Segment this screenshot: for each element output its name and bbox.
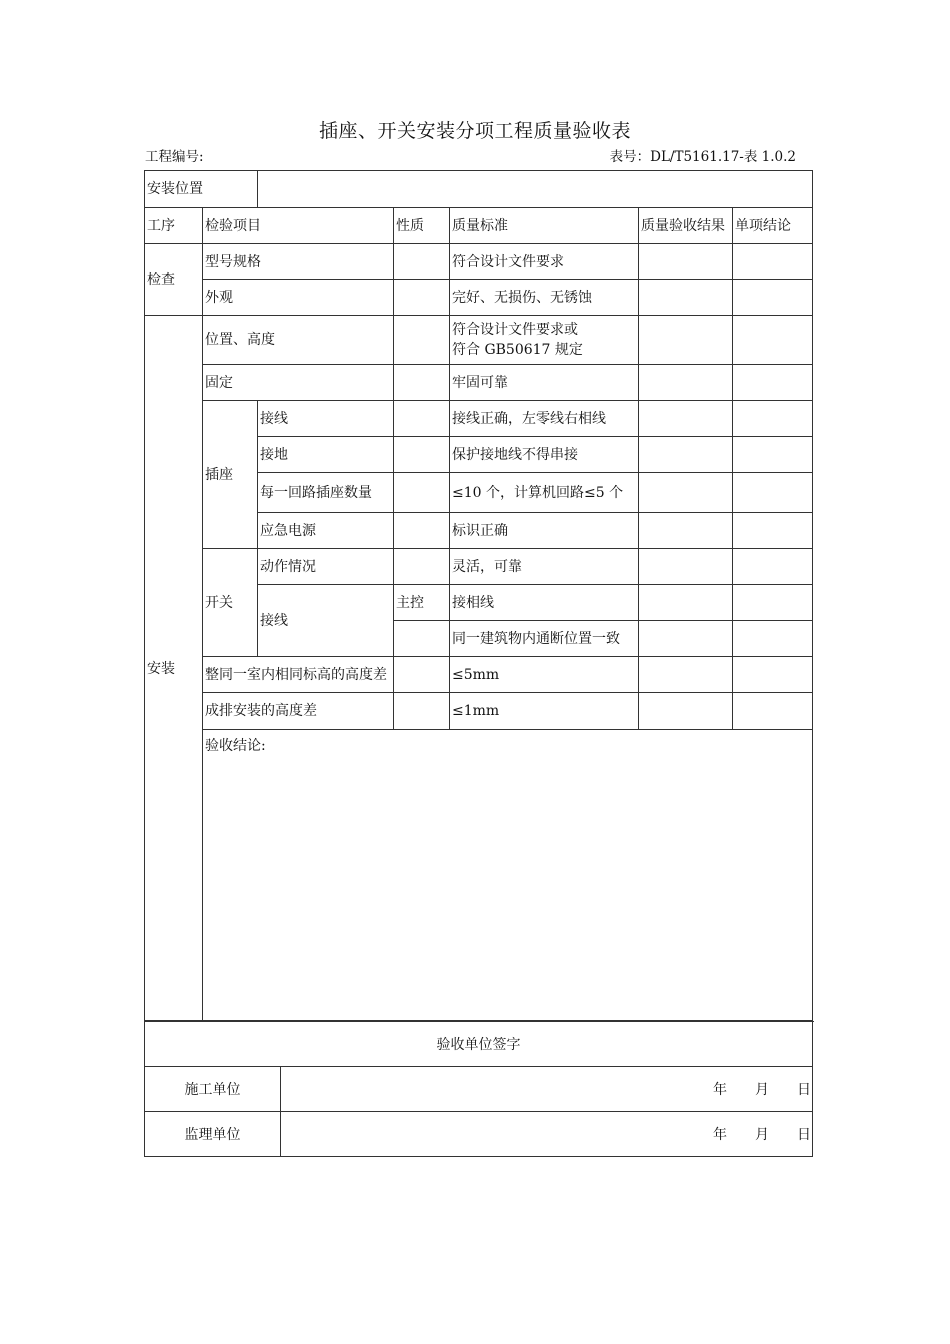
table-row (145, 657, 813, 693)
acceptance-conclusion[interactable] (203, 730, 813, 1022)
standard-cell: ≤10 个，计算机回路≤5 个 (450, 473, 639, 513)
conclusion-cell[interactable] (733, 693, 813, 730)
item-position: 位置、高度 (203, 316, 394, 365)
nature-cell[interactable] (394, 244, 450, 280)
result-cell[interactable] (639, 244, 733, 280)
col-process: 工序 (145, 208, 203, 244)
table-row (145, 316, 813, 365)
conclusion-cell[interactable] (733, 280, 813, 316)
standard-cell: 灵活，可靠 (450, 549, 639, 585)
item-model: 型号规格 (203, 244, 394, 280)
col-conclusion: 单项结论 (733, 208, 813, 244)
standard-cell: ≤1mm (450, 693, 639, 730)
nature-cell[interactable] (394, 657, 450, 693)
standard-cell: 同一建筑物内通断位置一致 (450, 621, 639, 657)
result-cell[interactable] (639, 657, 733, 693)
result-cell[interactable] (639, 585, 733, 621)
supervision-unit-signature[interactable] (281, 1112, 813, 1157)
conclusion-cell[interactable] (733, 585, 813, 621)
group-switch: 开关 (203, 549, 258, 657)
page-title: 插座、开关安装分项工程质量验收表 (318, 120, 631, 142)
month-label: 月 (755, 1127, 769, 1143)
table-row (145, 693, 813, 730)
nature-cell[interactable] (394, 513, 450, 549)
result-cell[interactable] (639, 316, 733, 365)
conclusion-cell[interactable] (733, 401, 813, 437)
nature-cell[interactable] (394, 621, 450, 657)
process-check: 检查 (145, 244, 203, 316)
signature-title: 验收单位签字 (145, 1021, 813, 1067)
item-socket-wiring: 接线 (258, 401, 394, 437)
conclusion-cell[interactable] (733, 549, 813, 585)
conclusion-cell[interactable] (733, 473, 813, 513)
nature-cell[interactable] (394, 280, 450, 316)
supervision-unit-label: 监理单位 (145, 1112, 281, 1157)
item-switch-wiring: 接线 (258, 585, 394, 657)
item-socket-ground: 接地 (258, 437, 394, 473)
nature-cell[interactable] (394, 365, 450, 401)
inspection-table (144, 170, 813, 1022)
result-cell[interactable] (639, 693, 733, 730)
day-label: 日 (797, 1127, 811, 1143)
item-switch-action: 动作情况 (258, 549, 394, 585)
year-label: 年 (713, 1127, 727, 1143)
col-nature: 性质 (394, 208, 450, 244)
result-cell[interactable] (639, 401, 733, 437)
standard-cell: 完好、无损伤、无锈蚀 (450, 280, 639, 316)
nature-main-control: 主控 (394, 585, 450, 621)
construction-unit-signature[interactable] (281, 1067, 813, 1112)
item-socket-emergency: 应急电源 (258, 513, 394, 549)
result-cell[interactable] (639, 365, 733, 401)
standard-cell: 接相线 (450, 585, 639, 621)
signature-table (144, 1020, 813, 1157)
year-label: 年 (713, 1082, 727, 1098)
conclusion-cell[interactable] (733, 437, 813, 473)
nature-cell[interactable] (394, 316, 450, 365)
result-cell[interactable] (639, 549, 733, 585)
process-install: 安装 (145, 316, 203, 1022)
date-line (685, 1079, 811, 1099)
conclusion-cell[interactable] (733, 365, 813, 401)
item-fixing: 固定 (203, 365, 394, 401)
group-socket: 插座 (203, 401, 258, 549)
table-row (145, 280, 813, 316)
result-cell[interactable] (639, 473, 733, 513)
conclusion-cell[interactable] (733, 621, 813, 657)
result-cell[interactable] (639, 513, 733, 549)
nature-cell[interactable] (394, 401, 450, 437)
standard-cell: 接线正确，左零线右相线 (450, 401, 639, 437)
col-standard: 质量标准 (450, 208, 639, 244)
item-same-room-height: 整同一室内相同标高的高度差 (203, 657, 394, 693)
form-number-label: 表号：DL/T5161.17-表 1.0.2 (609, 149, 796, 165)
nature-cell[interactable] (394, 693, 450, 730)
nature-cell[interactable] (394, 437, 450, 473)
install-location-label: 安装位置 (145, 171, 258, 208)
day-label: 日 (797, 1082, 811, 1098)
item-socket-count: 每一回路插座数量 (258, 473, 394, 513)
standard-line: 符合 GB50617 规定 (452, 342, 583, 358)
col-result: 质量验收结果 (639, 208, 733, 244)
conclusion-cell[interactable] (733, 244, 813, 280)
install-location-field[interactable] (258, 171, 813, 208)
table-row (145, 549, 813, 585)
conclusion-cell[interactable] (733, 657, 813, 693)
conclusion-cell[interactable] (733, 316, 813, 365)
item-appearance: 外观 (203, 280, 394, 316)
month-label: 月 (755, 1082, 769, 1098)
result-cell[interactable] (639, 621, 733, 657)
result-cell[interactable] (639, 280, 733, 316)
item-row-install-height: 成排安装的高度差 (203, 693, 394, 730)
standard-cell: 保护接地线不得串接 (450, 437, 639, 473)
table-row (145, 244, 813, 280)
table-row (145, 365, 813, 401)
construction-unit-label: 施工单位 (145, 1067, 281, 1112)
acceptance-conclusion-label: 验收结论: (205, 738, 266, 754)
result-cell[interactable] (639, 437, 733, 473)
nature-cell[interactable] (394, 473, 450, 513)
standard-line: 符合设计文件要求或 (452, 322, 578, 338)
project-number-label: 工程编号: (145, 149, 204, 165)
standard-cell: 标识正确 (450, 513, 639, 549)
table-row (145, 401, 813, 437)
standard-cell: 符合设计文件要求 (450, 244, 639, 280)
conclusion-cell[interactable] (733, 513, 813, 549)
nature-cell[interactable] (394, 549, 450, 585)
standard-cell: ≤5mm (450, 657, 639, 693)
standard-cell: 牢固可靠 (450, 365, 639, 401)
col-item: 检验项目 (203, 208, 394, 244)
standard-cell (450, 316, 639, 365)
date-line (685, 1124, 811, 1144)
